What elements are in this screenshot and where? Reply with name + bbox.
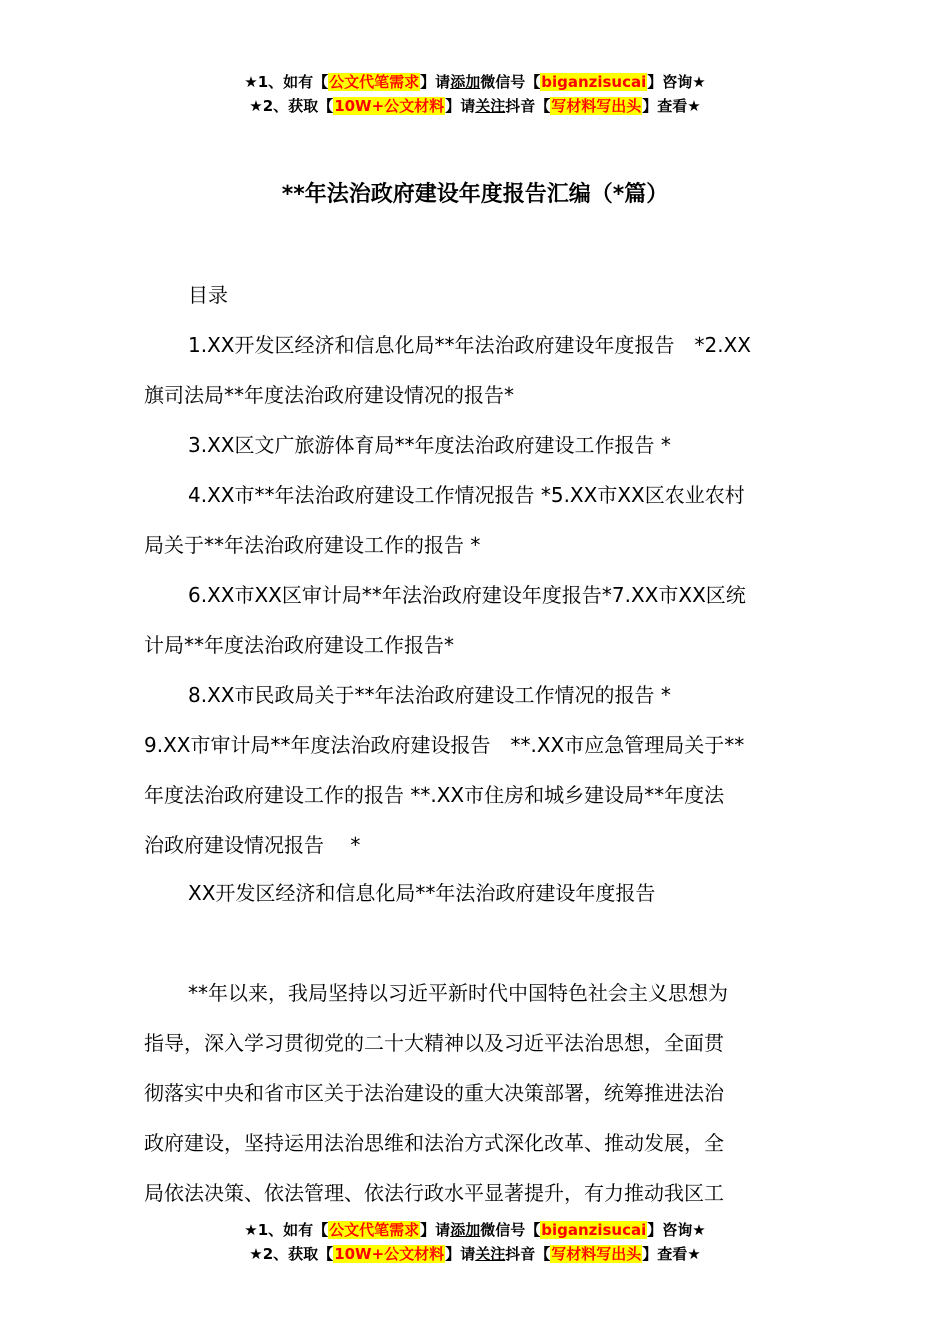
highlight-wechat-id: biganzisucai	[541, 73, 647, 91]
document-title: **年法治政府建设年度报告汇编（*篇）	[281, 182, 669, 207]
banner-text: 】咨询★	[647, 1221, 706, 1239]
header-banner	[0, 70, 950, 118]
toc-line: 6.XX市XX区审计局**年法治政府建设年度报告*7.XX市XX区统	[188, 583, 746, 607]
banner-emphasis: 添加	[450, 73, 481, 91]
toc-line: 9.XX市审计局**年度法治政府建设报告 **.XX市应急管理局关于**	[144, 733, 745, 757]
banner-emphasis: 添加	[450, 1221, 481, 1239]
paragraph-line: 局依法决策、依法管理、依法行政水平显著提升，有力推动我区工	[144, 1181, 724, 1205]
toc-line: 4.XX市**年法治政府建设工作情况报告 *5.XX市XX区农业农村	[188, 483, 745, 507]
toc-line: 治政府建设情况报告 *	[144, 833, 361, 857]
banner-text: 微信号【	[480, 73, 541, 91]
paragraph-line: 彻落实中央和省市区关于法治建设的重大决策部署，统筹推进法治	[144, 1081, 724, 1105]
paragraph-line: 指导，深入学习贯彻党的二十大精神以及习近平法治思想，全面贯	[144, 1031, 724, 1055]
body-paragraph	[144, 968, 808, 1218]
banner-text: ★1、如有【	[244, 73, 329, 91]
banner-text: 抖音【	[505, 97, 551, 115]
toc-line: 3.XX区文广旅游体育局**年度法治政府建设工作报告 *	[188, 433, 671, 457]
banner-text: 】请	[420, 73, 451, 91]
highlight-wechat-id: biganzisucai	[541, 1221, 647, 1239]
toc-line: 8.XX市民政局关于**年法治政府建设工作情况的报告 *	[188, 683, 671, 707]
banner-text: 】查看★	[642, 1245, 701, 1263]
toc-heading: 目录	[188, 283, 228, 307]
banner-emphasis: 关注	[475, 1245, 506, 1263]
toc-line: 局关于**年法治政府建设工作的报告 *	[144, 533, 481, 557]
banner-line-2	[0, 94, 950, 118]
toc-line: 旗司法局**年度法治政府建设情况的报告*	[144, 383, 514, 407]
banner-text: 】请	[445, 1245, 476, 1263]
banner-text: 】请	[420, 1221, 451, 1239]
toc-line: 年度法治政府建设工作的报告 **.XX市住房和城乡建设局**年度法	[144, 783, 725, 807]
highlight-douyin-account: 写材料写出头	[551, 1245, 642, 1263]
footer-banner	[0, 1218, 950, 1266]
banner-text: 】咨询★	[647, 73, 706, 91]
banner-emphasis: 关注	[475, 97, 506, 115]
toc-line: 1.XX开发区经济和信息化局**年法治政府建设年度报告 *2.XX	[188, 333, 751, 357]
banner-text: ★2、获取【	[249, 1245, 334, 1263]
banner-line-1	[0, 70, 950, 94]
banner-text: 】查看★	[642, 97, 701, 115]
paragraph-line: 政府建设，坚持运用法治思维和法治方式深化改革、推动发展，全	[144, 1131, 724, 1155]
highlight-materials: 10W+公文材料	[334, 1245, 445, 1263]
highlight-service: 公文代笔需求	[329, 1221, 420, 1239]
banner-text: 抖音【	[505, 1245, 551, 1263]
banner-line-1	[0, 1218, 950, 1242]
paragraph-line: **年以来，我局坚持以习近平新时代中国特色社会主义思想为	[188, 981, 728, 1005]
banner-text: ★1、如有【	[244, 1221, 329, 1239]
banner-text: 】请	[445, 97, 476, 115]
section-heading: XX开发区经济和信息化局**年法治政府建设年度报告	[188, 881, 656, 905]
highlight-materials: 10W+公文材料	[334, 97, 445, 115]
highlight-douyin-account: 写材料写出头	[551, 97, 642, 115]
banner-text: 微信号【	[480, 1221, 541, 1239]
toc-line: 计局**年度法治政府建设工作报告*	[144, 633, 454, 657]
banner-text: ★2、获取【	[249, 97, 334, 115]
banner-line-2	[0, 1242, 950, 1266]
highlight-service: 公文代笔需求	[329, 73, 420, 91]
